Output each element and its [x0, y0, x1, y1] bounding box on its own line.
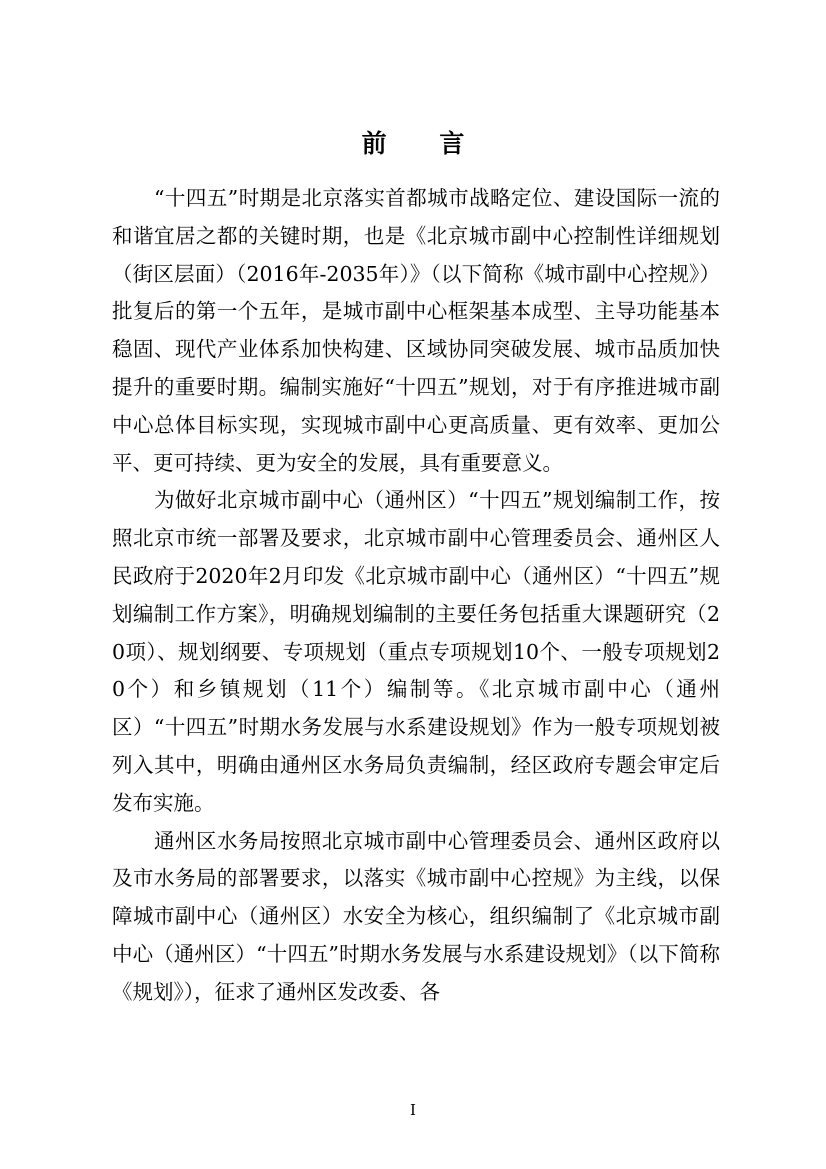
- paragraph-3: 通州区水务局按照北京城市副中心管理委员会、通州区政府以及市水务局的部署要求，以落实《城市副中心控规》为主线，以保障城市副中心（通州区）水安全为核心，组织编制了《北京城市副中心（通州区）“十四五”时期水务发展与水系建设规划》（以下简称《规划》），征求了通州区发改委、各: [112, 828, 720, 1004]
- page-number: I: [410, 1101, 416, 1119]
- paragraph-2: 为做好北京城市副中心（通州区）“十四五”规划编制工作，按照北京市统一部署及要求，北京城市副中心管理委员会、通州区人民政府于2020年2月印发《北京城市副中心（通州区）“十四五”规划编制工作方案》，明确规划编制的主要任务包括重大课题研究（20项）、规划纲要、专项规划（重点专项规划10个、一般专项规划20个）和乡镇规划（11个）编制等。《北京城市副中心（通州区）“十四五”时期水务发展与水系建设规划》作为一般专项规划被列入其中，明确由通州区水务局负责编制，经区政府专题会审定后发布实施。: [112, 488, 720, 815]
- document-body: [112, 180, 720, 1012]
- page-title: 前 言: [361, 129, 487, 158]
- paragraph-1: “十四五”时期是北京落实首都城市战略定位、建设国际一流的和谐宜居之都的关键时期，也是《北京城市副中心控制性详细规划（街区层面）（2016年-2035年）》（以下简称《城市副中心控规》）批复后的第一个五年，是城市副中心框架基本成型、主导功能基本稳固、现代产业体系加快构建、区域协同突破发展、城市品质加快提升的重要时期。编制实施好“十四五”规划，对于有序推进城市副中心总体目标实现，实现城市副中心更高质量、更有效率、更加公平、更可持续、更为安全的发展，具有重要意义。: [112, 186, 720, 475]
